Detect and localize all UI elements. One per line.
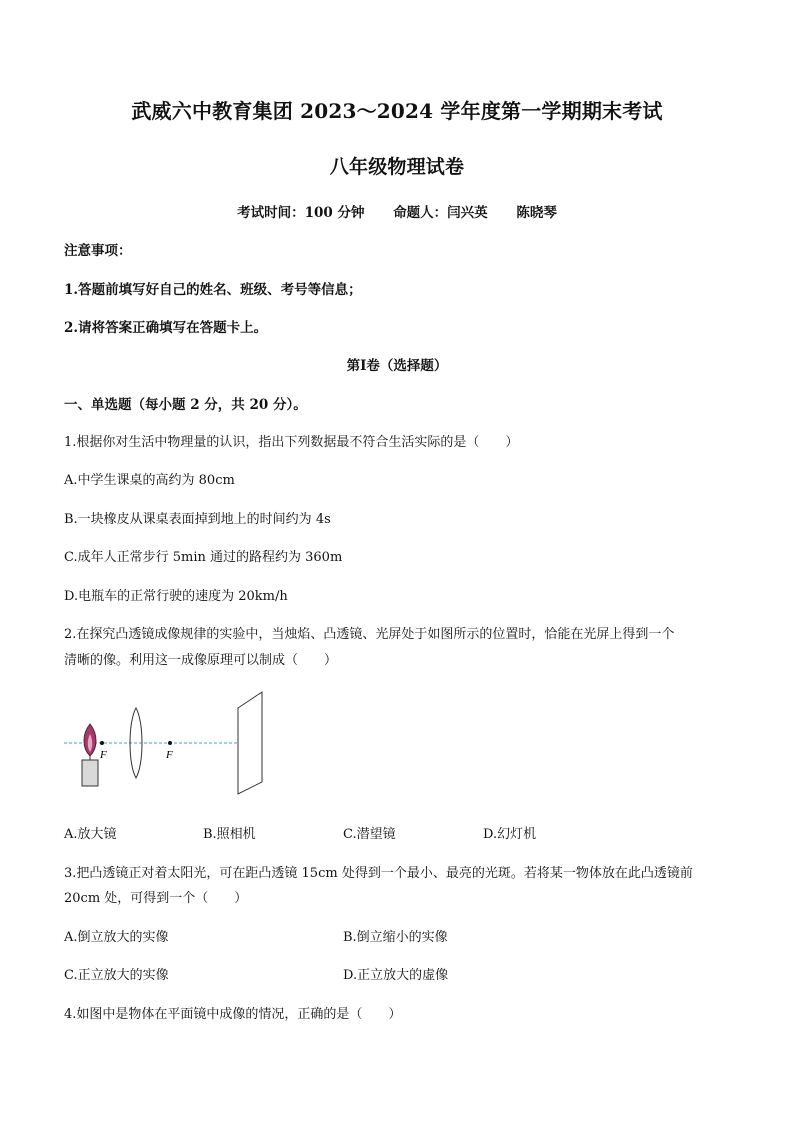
section-volume: 第Ⅰ卷（选择题）	[346, 358, 448, 374]
q2-option-d: D.幻灯机	[483, 827, 537, 842]
light-screen	[238, 692, 262, 794]
focal-label-left: F	[100, 749, 107, 761]
q2-stem-line-2: 清晰的像。利用这一成像原理可以制成（ ）	[64, 653, 338, 668]
q3-option-c: C.正立放大的实像	[64, 968, 169, 983]
q1-stem: 1.根据你对生活中物理量的认识，指出下列数据最不符合生活实际的是（ ）	[64, 435, 519, 450]
q3-stem-line-1: 3.把凸透镜正对着太阳光，可在距凸透镜 15cm 处得到一个最小、最亮的光斑。若将某一物体放在此凸透镜前	[64, 866, 693, 881]
notice-heading: 注意事项：	[64, 243, 132, 259]
notice-item-2: 2.请将答案正确填写在答题卡上。	[64, 320, 268, 336]
exam-title: 武威六中教育集团 2023～2024 学年度第一学期期末考试	[131, 99, 663, 123]
q2-option-b: B.照相机	[203, 827, 256, 842]
focal-label-right: F	[166, 749, 173, 761]
q3-options-row-2	[64, 964, 744, 984]
exam-author-2: 陈晓琴	[516, 205, 557, 221]
q3-stem-line-2: 20cm 处，可得到一个（ ）	[64, 891, 248, 906]
section-part: 一、单选题（每小题 2 分，共 20 分）。	[64, 397, 307, 413]
candle	[82, 760, 98, 786]
q1-option-c: C.成年人正常步行 5min 通过的路程约为 360m	[64, 550, 343, 565]
q2-stem-line-1: 2.在探究凸透镜成像规律的实验中，当烛焰、凸透镜、光屏处于如图所示的位置时，恰能在光屏上得到一个	[64, 627, 675, 642]
q3-option-a: A.倒立放大的实像	[64, 930, 169, 945]
q3-option-d: D.正立放大的虚像	[343, 968, 449, 983]
q1-option-b: B.一块橡皮从课桌表面掉到地上的时间约为 4s	[64, 512, 331, 527]
exam-author: 命题人：闫兴英	[393, 205, 488, 221]
notice-item-1: 1.答题前填写好自己的姓名、班级、考号等信息；	[64, 282, 362, 298]
exam-subtitle: 八年级物理试卷	[329, 156, 465, 178]
focal-point-left	[100, 741, 104, 745]
q3-options-row-1	[64, 926, 744, 946]
exam-meta	[0, 201, 794, 221]
q1-option-d: D.电瓶车的正常行驶的速度为 20km/h	[64, 589, 288, 604]
focal-point-right	[168, 741, 172, 745]
lens-experiment-diagram	[60, 682, 270, 797]
q1-option-a: A.中学生课桌的高约为 80cm	[64, 473, 235, 488]
q4-stem: 4.如图中是物体在平面镜中成像的情况，正确的是（ ）	[64, 1007, 402, 1022]
q2-option-c: C.潜望镜	[343, 827, 396, 842]
exam-time: 考试时间：100 分钟	[237, 205, 365, 221]
q3-option-b: B.倒立缩小的实像	[343, 930, 448, 945]
q2-option-a: A.放大镜	[64, 827, 117, 842]
